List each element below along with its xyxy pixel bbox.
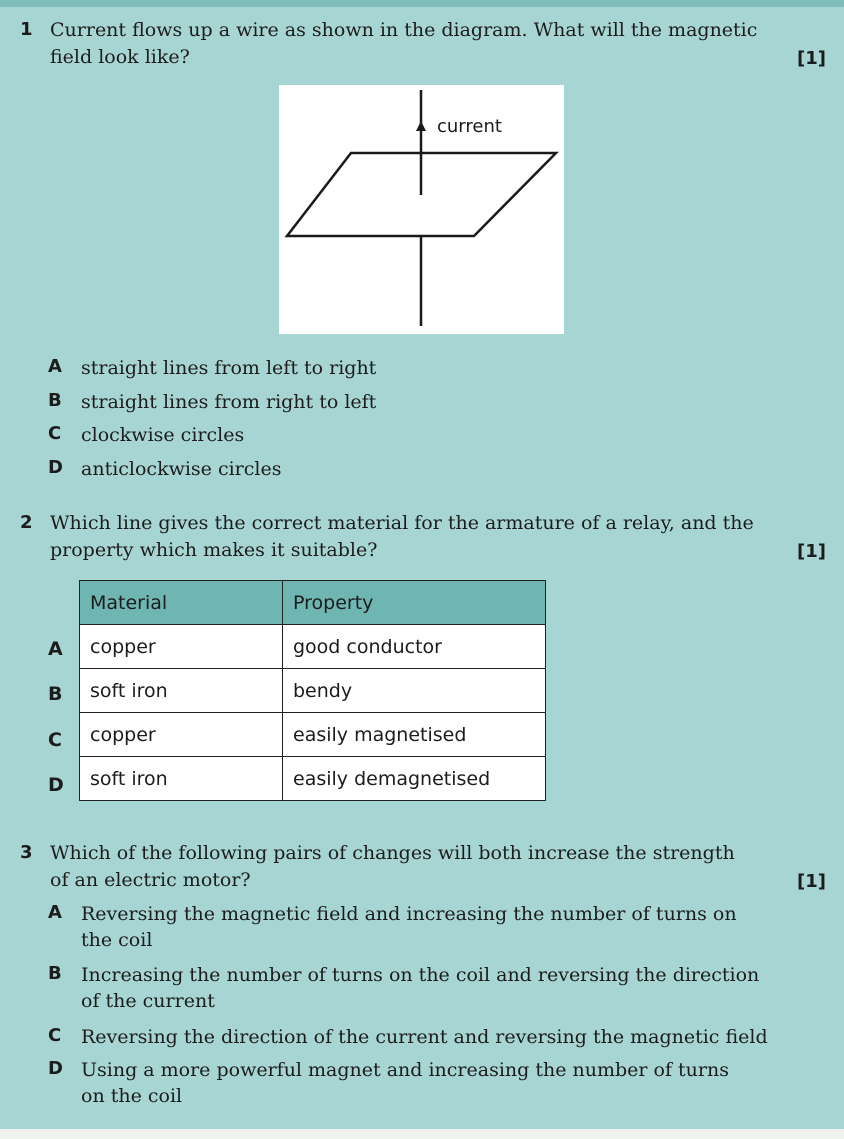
row-letter: A bbox=[48, 638, 63, 660]
marks-label: [1] bbox=[797, 48, 826, 69]
option-letter: A bbox=[48, 356, 62, 377]
material-cell: soft iron bbox=[80, 669, 283, 713]
option-letter: C bbox=[48, 423, 62, 444]
table-row bbox=[80, 625, 546, 669]
table-row bbox=[80, 757, 546, 801]
material-cell: soft iron bbox=[80, 757, 283, 801]
top-border bbox=[0, 0, 844, 7]
material-header: Material bbox=[80, 581, 283, 625]
material-cell: copper bbox=[80, 625, 283, 669]
option-letter: D bbox=[48, 1058, 63, 1079]
row-letter: C bbox=[48, 729, 62, 751]
question-text-line-1: Current flows up a wire as shown in the diagram. What will the magnetic bbox=[50, 19, 758, 41]
question-number: 2 bbox=[20, 512, 33, 533]
option-text: straight lines from left to right bbox=[81, 357, 377, 379]
option-text-line-1: Reversing the direction of the current and reversing the magnetic field bbox=[81, 1026, 768, 1048]
option-text-line-2: of the current bbox=[81, 990, 215, 1012]
current-wire-diagram bbox=[279, 85, 564, 334]
marks-label: [1] bbox=[797, 541, 826, 562]
row-letter: D bbox=[48, 774, 64, 796]
option-text: anticlockwise circles bbox=[81, 458, 282, 480]
option-letter: B bbox=[48, 963, 62, 984]
material-cell: copper bbox=[80, 713, 283, 757]
current-arrow-icon bbox=[416, 121, 426, 131]
marks-label: [1] bbox=[797, 871, 826, 892]
table-row bbox=[80, 669, 546, 713]
table-row bbox=[80, 713, 546, 757]
property-header: Property bbox=[283, 581, 546, 625]
material-property-table bbox=[79, 580, 546, 801]
option-text-line-2: the coil bbox=[81, 929, 153, 951]
option-letter: B bbox=[48, 390, 62, 411]
option-letter: C bbox=[48, 1025, 62, 1046]
property-cell: easily demagnetised bbox=[283, 757, 546, 801]
option-text-line-2: on the coil bbox=[81, 1085, 183, 1107]
option-letter: D bbox=[48, 457, 63, 478]
table-header-row bbox=[80, 581, 546, 625]
option-text-line-1: Increasing the number of turns on the coil and reversing the direction bbox=[81, 964, 760, 986]
property-cell: bendy bbox=[283, 669, 546, 713]
question-text-line-2: of an electric motor? bbox=[50, 869, 251, 891]
property-cell: easily magnetised bbox=[283, 713, 546, 757]
question-text-line-2: field look like? bbox=[50, 46, 190, 68]
option-letter: A bbox=[48, 902, 62, 923]
option-text: clockwise circles bbox=[81, 424, 245, 446]
row-letter: B bbox=[48, 683, 63, 705]
question-text-line-2: property which makes it suitable? bbox=[50, 539, 378, 561]
question-text-line-1: Which of the following pairs of changes will both increase the strength bbox=[50, 842, 735, 864]
question-text-line-1: Which line gives the correct material for the armature of a relay, and the bbox=[50, 512, 754, 534]
question-number: 3 bbox=[20, 842, 33, 863]
question-number: 1 bbox=[20, 19, 33, 40]
current-label: current bbox=[437, 116, 502, 137]
option-text-line-1: Reversing the magnetic field and increasing the number of turns on bbox=[81, 903, 737, 925]
option-text: straight lines from right to left bbox=[81, 391, 377, 413]
bottom-border bbox=[0, 1129, 844, 1139]
wire-plane-svg bbox=[279, 85, 564, 334]
property-cell: good conductor bbox=[283, 625, 546, 669]
option-text-line-1: Using a more powerful magnet and increasing the number of turns bbox=[81, 1059, 729, 1081]
